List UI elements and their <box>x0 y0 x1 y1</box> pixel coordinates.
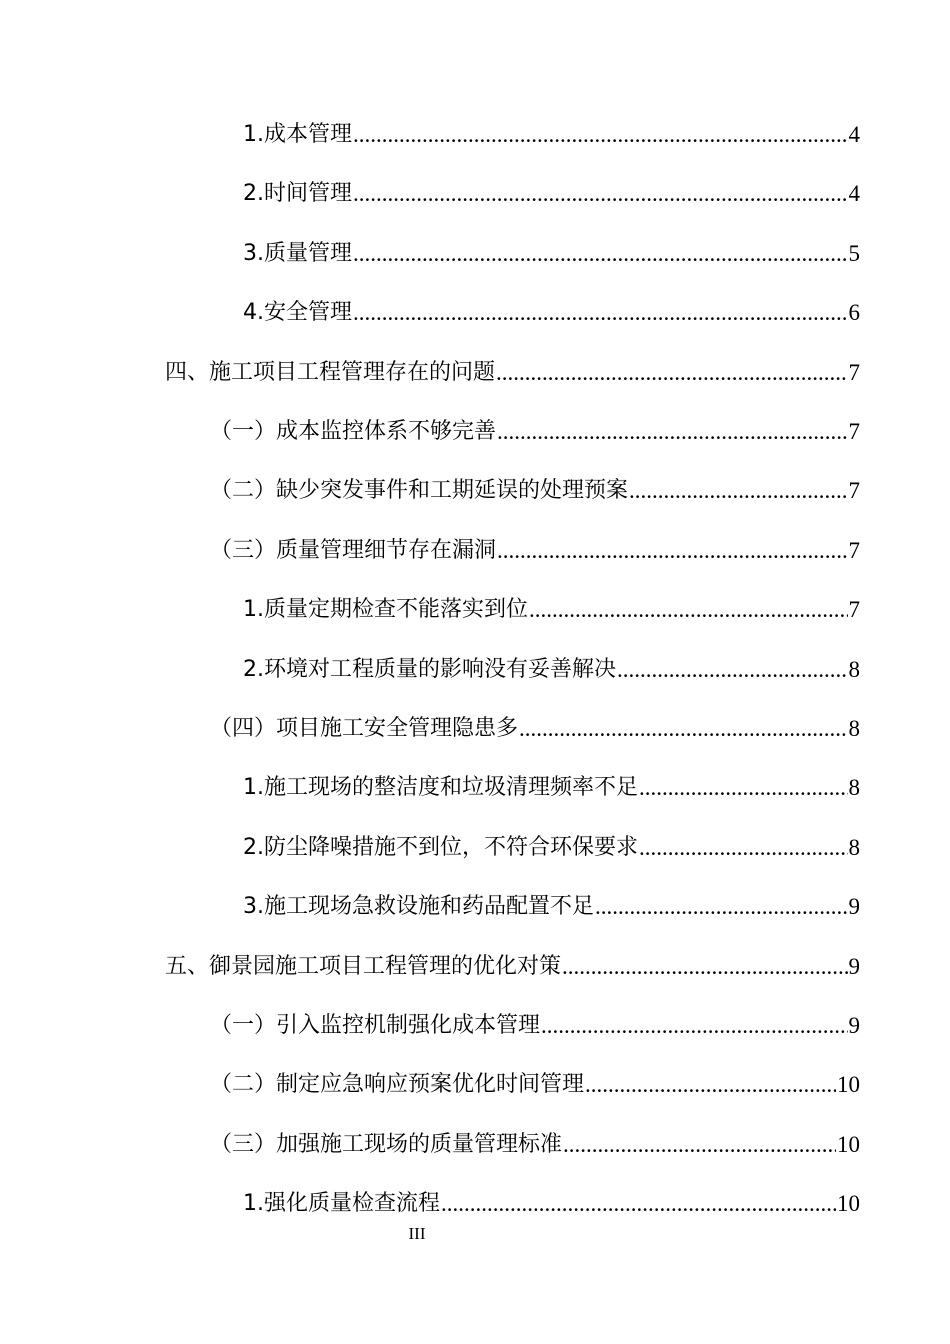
toc-dot-leader <box>562 952 847 982</box>
toc-dot-leader <box>497 536 847 566</box>
toc-entry[interactable] <box>165 942 860 982</box>
toc-entry[interactable] <box>243 288 860 328</box>
toc-entry-title: 3.质量管理 <box>243 240 352 266</box>
toc-dot-leader <box>563 1130 836 1160</box>
toc-entry-page: 8 <box>848 834 860 860</box>
toc-dot-leader <box>519 714 847 744</box>
toc-dot-leader <box>497 417 847 447</box>
toc-entry-page: 4 <box>848 122 860 147</box>
toc-entry-page: 5 <box>848 240 860 266</box>
toc-dot-leader <box>639 833 848 863</box>
toc-entry[interactable] <box>165 348 860 388</box>
toc-entry-page: 9 <box>848 953 860 979</box>
toc-entry[interactable] <box>210 1001 860 1041</box>
toc-entry[interactable] <box>210 466 860 506</box>
toc-dot-leader <box>441 1189 836 1219</box>
toc-entry-page: 7 <box>848 359 860 385</box>
toc-entry-title: （二）制定应急响应预案优化时间管理 <box>210 1072 585 1098</box>
toc-entry-page: 4 <box>848 181 860 207</box>
toc-entry[interactable] <box>243 229 860 269</box>
toc-entry-page: 10 <box>837 1191 860 1217</box>
toc-dot-leader <box>617 655 848 685</box>
toc-entry-page: 7 <box>848 537 860 563</box>
toc-entry-title: 1.质量定期检查不能落实到位 <box>243 597 528 623</box>
toc-entry[interactable] <box>243 1179 860 1219</box>
toc-entry-page: 8 <box>848 716 860 741</box>
toc-entry[interactable] <box>243 110 860 150</box>
toc-entry[interactable] <box>243 882 860 922</box>
toc-entry-title: 1.施工现场的整洁度和垃圾清理频率不足 <box>243 775 638 801</box>
toc-entry-title: 五、御景园施工项目工程管理的优化对策 <box>165 953 562 979</box>
toc-entry-title: （一）成本监控体系不够完善 <box>210 419 497 444</box>
toc-entry-title: （一）引入监控机制强化成本管理 <box>210 1013 541 1038</box>
toc-entry-title: 2.环境对工程质量的影响没有妥善解决 <box>243 656 616 682</box>
toc-entry-title: 3.施工现场急救设施和药品配置不足 <box>243 894 594 920</box>
toc-entry-title: 4.安全管理 <box>243 300 352 326</box>
toc-dot-leader <box>629 476 847 506</box>
toc-dot-leader <box>353 239 848 269</box>
toc-entry-title: 2.防尘降噪措施不到位，不符合环保要求 <box>243 834 638 860</box>
toc-entry-title: （三）质量管理细节存在漏洞 <box>210 537 497 563</box>
toc-entry-page: 9 <box>848 1013 860 1038</box>
toc-entry-page: 9 <box>848 894 860 920</box>
page-number: III <box>408 1224 426 1243</box>
toc-dot-leader <box>353 298 848 328</box>
toc-entry-page: 7 <box>848 478 860 504</box>
toc-entry[interactable] <box>210 704 860 744</box>
toc-entry[interactable] <box>243 585 860 625</box>
toc-entry-title: 1.强化质量检查流程 <box>243 1191 440 1217</box>
toc-entry-title: 1.成本管理 <box>243 122 352 147</box>
toc-entry-page: 10 <box>837 1072 860 1098</box>
toc-entry[interactable] <box>243 823 860 863</box>
toc-entry[interactable] <box>210 1060 860 1100</box>
toc-entry-title: （三）加强施工现场的质量管理标准 <box>210 1131 563 1157</box>
toc-entry-title: 2.时间管理 <box>243 181 352 207</box>
toc-entry-title: （四）项目施工安全管理隐患多 <box>210 716 519 741</box>
toc-entry-page: 8 <box>848 656 860 682</box>
toc-dot-leader <box>541 1011 847 1041</box>
toc-dot-leader <box>496 358 847 388</box>
toc-entry[interactable] <box>210 1120 860 1160</box>
toc-dot-leader <box>585 1070 836 1100</box>
toc-dot-leader <box>639 773 848 803</box>
toc-entry[interactable] <box>243 645 860 685</box>
toc-entry[interactable] <box>210 526 860 566</box>
toc-entry-title: 四、施工项目工程管理存在的问题 <box>165 359 496 385</box>
toc-dot-leader <box>353 120 848 150</box>
toc-dot-leader <box>353 179 848 209</box>
toc-dot-leader <box>529 595 848 625</box>
toc-entry[interactable] <box>210 407 860 447</box>
toc-entry-title: （二）缺少突发事件和工期延误的处理预案 <box>210 478 629 504</box>
toc-dot-leader <box>595 892 848 922</box>
toc-entry-page: 6 <box>848 300 860 326</box>
toc-entry[interactable] <box>243 169 860 209</box>
toc-entry-page: 7 <box>848 419 860 444</box>
toc-entry-page: 10 <box>837 1131 860 1157</box>
toc-entry-page: 8 <box>848 775 860 801</box>
toc-entry-page: 7 <box>848 597 860 623</box>
toc-entry[interactable] <box>243 763 860 803</box>
